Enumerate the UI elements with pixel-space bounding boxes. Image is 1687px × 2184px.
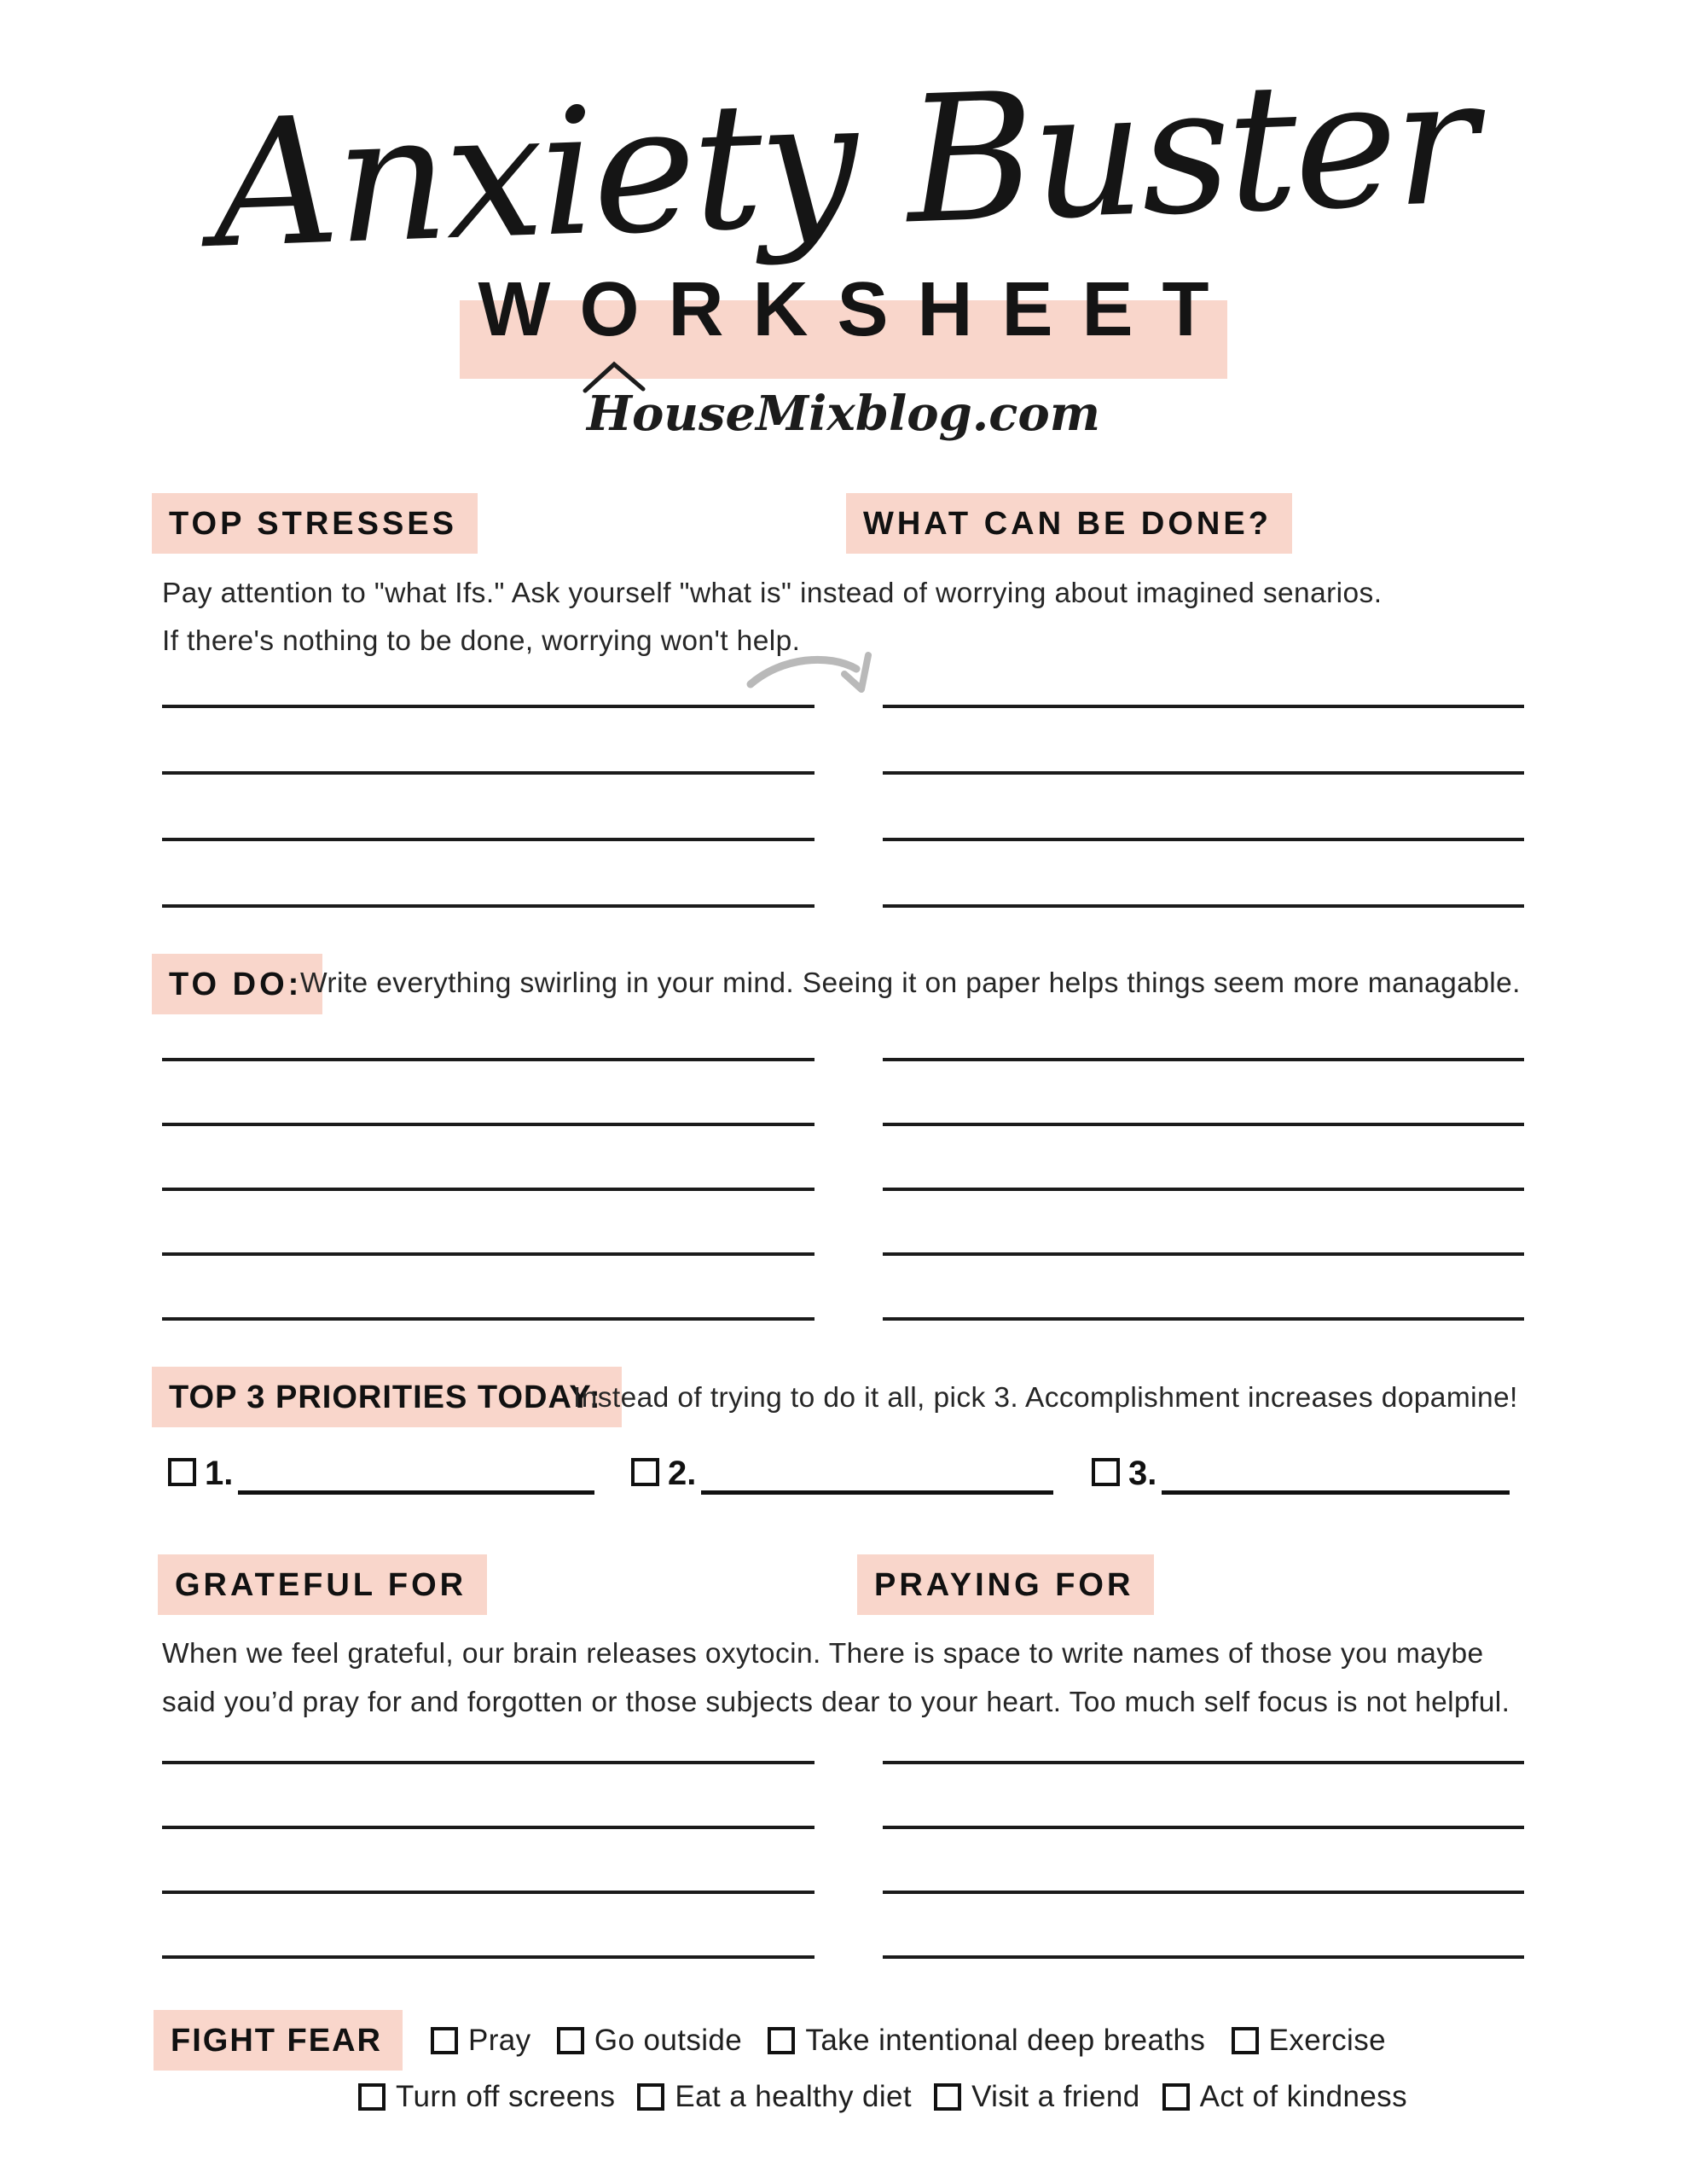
writing-line[interactable] xyxy=(883,1252,1524,1256)
priority-1-line[interactable] xyxy=(238,1456,594,1495)
stresses-description-line1: Pay attention to "what Ifs." Ask yourself "what is" instead of worrying about imagined senarios. xyxy=(162,578,1383,609)
fight-fear-option xyxy=(768,2024,1205,2058)
priority-1-checkbox[interactable] xyxy=(168,1458,196,1486)
site-logo xyxy=(587,386,1100,442)
writing-line[interactable] xyxy=(883,838,1524,841)
fight-fear-label: Turn off screens xyxy=(396,2080,616,2113)
writing-line[interactable] xyxy=(162,1123,815,1126)
fight-fear-checkbox[interactable] xyxy=(557,2027,584,2054)
fight-fear-row-2 xyxy=(358,2080,1407,2114)
priority-item-1 xyxy=(168,1450,594,1495)
writing-line[interactable] xyxy=(162,1761,815,1764)
priority-2-checkbox[interactable] xyxy=(631,1458,659,1486)
fight-fear-label: Pray xyxy=(468,2024,531,2057)
heading-grateful-for: GRATEFUL FOR xyxy=(158,1554,487,1615)
grateful-description-line1: When we feel grateful, our brain releases oxytocin. There is space to write names of those you maybe xyxy=(162,1638,1484,1670)
writing-line[interactable] xyxy=(883,1058,1524,1061)
writing-line[interactable] xyxy=(883,1826,1524,1829)
grateful-description xyxy=(162,1629,1510,1727)
fight-fear-option xyxy=(557,2024,742,2058)
priority-3-number: 3. xyxy=(1128,1455,1157,1492)
fight-fear-option xyxy=(1162,2080,1407,2114)
fight-fear-checkbox[interactable] xyxy=(1162,2083,1190,2111)
writing-line[interactable] xyxy=(162,1058,815,1061)
writing-line[interactable] xyxy=(883,1188,1524,1191)
fight-fear-label: Act of kindness xyxy=(1199,2080,1407,2113)
writing-line[interactable] xyxy=(883,1891,1524,1894)
grateful-description-line2: said you’d pray for and forgotten or those subjects dear to your heart. Too much self focus is not helpful. xyxy=(162,1687,1510,1718)
fight-fear-checkbox[interactable] xyxy=(934,2083,961,2111)
priority-item-2 xyxy=(631,1450,1053,1495)
fight-fear-option xyxy=(358,2080,615,2114)
writing-line[interactable] xyxy=(162,1955,815,1959)
fight-fear-option xyxy=(431,2024,531,2058)
writing-line[interactable] xyxy=(883,1123,1524,1126)
fight-fear-checkbox[interactable] xyxy=(1232,2027,1259,2054)
writing-line[interactable] xyxy=(162,1891,815,1894)
writing-line[interactable] xyxy=(162,838,815,841)
priority-2-line[interactable] xyxy=(701,1456,1053,1495)
heading-praying-for: PRAYING FOR xyxy=(857,1554,1154,1615)
fight-fear-option xyxy=(1232,2024,1386,2058)
house-roof-icon xyxy=(582,360,648,394)
title-script: Anxiety Buster xyxy=(209,40,1478,288)
writing-line[interactable] xyxy=(883,1317,1524,1321)
writing-line[interactable] xyxy=(883,904,1524,908)
writing-line[interactable] xyxy=(162,705,815,708)
fight-fear-row-1 xyxy=(431,2024,1386,2058)
writing-line[interactable] xyxy=(883,705,1524,708)
fight-fear-label: Go outside xyxy=(594,2024,743,2057)
site-logo-text: HouseMixblog.com xyxy=(587,386,1100,442)
writing-line[interactable] xyxy=(883,1955,1524,1959)
fight-fear-option xyxy=(934,2080,1140,2114)
priority-2-number: 2. xyxy=(668,1455,697,1492)
writing-line[interactable] xyxy=(162,1188,815,1191)
priorities-description: Instead of trying to do it all, pick 3. Accomplishment increases dopamine! xyxy=(573,1382,1518,1414)
fight-fear-checkbox[interactable] xyxy=(637,2083,664,2111)
writing-line[interactable] xyxy=(162,1252,815,1256)
writing-line[interactable] xyxy=(162,1317,815,1321)
fight-fear-label: Eat a healthy diet xyxy=(675,2080,913,2113)
stresses-description-line2: If there's nothing to be done, worrying won't help. xyxy=(162,625,801,657)
fight-fear-option xyxy=(637,2080,912,2114)
todo-description: Write everything swirling in your mind. Seeing it on paper helps things seem more managable. xyxy=(300,967,1521,999)
fight-fear-checkbox[interactable] xyxy=(358,2083,386,2111)
writing-line[interactable] xyxy=(162,1826,815,1829)
priority-1-number: 1. xyxy=(205,1455,234,1492)
heading-top-3-priorities: TOP 3 PRIORITIES TODAY: xyxy=(152,1367,622,1427)
fight-fear-label: Visit a friend xyxy=(971,2080,1140,2113)
fight-fear-checkbox[interactable] xyxy=(768,2027,795,2054)
writing-line[interactable] xyxy=(883,1761,1524,1764)
fight-fear-label: Take intentional deep breaths xyxy=(805,2024,1206,2057)
priority-3-line[interactable] xyxy=(1162,1456,1510,1495)
heading-top-stresses: TOP STRESSES xyxy=(152,493,478,554)
priority-3-checkbox[interactable] xyxy=(1092,1458,1120,1486)
heading-what-can-be-done: WHAT CAN BE DONE? xyxy=(846,493,1292,554)
heading-fight-fear: FIGHT FEAR xyxy=(154,2010,403,2071)
writing-line[interactable] xyxy=(883,771,1524,775)
fight-fear-label: Exercise xyxy=(1268,2024,1386,2057)
priority-item-3 xyxy=(1092,1450,1510,1495)
writing-line[interactable] xyxy=(162,771,815,775)
heading-to-do: TO DO: xyxy=(152,954,322,1014)
fight-fear-checkbox[interactable] xyxy=(431,2027,458,2054)
writing-line[interactable] xyxy=(162,904,815,908)
curved-arrow-icon xyxy=(744,645,893,730)
page-title: WORKSHEET xyxy=(478,267,1238,352)
